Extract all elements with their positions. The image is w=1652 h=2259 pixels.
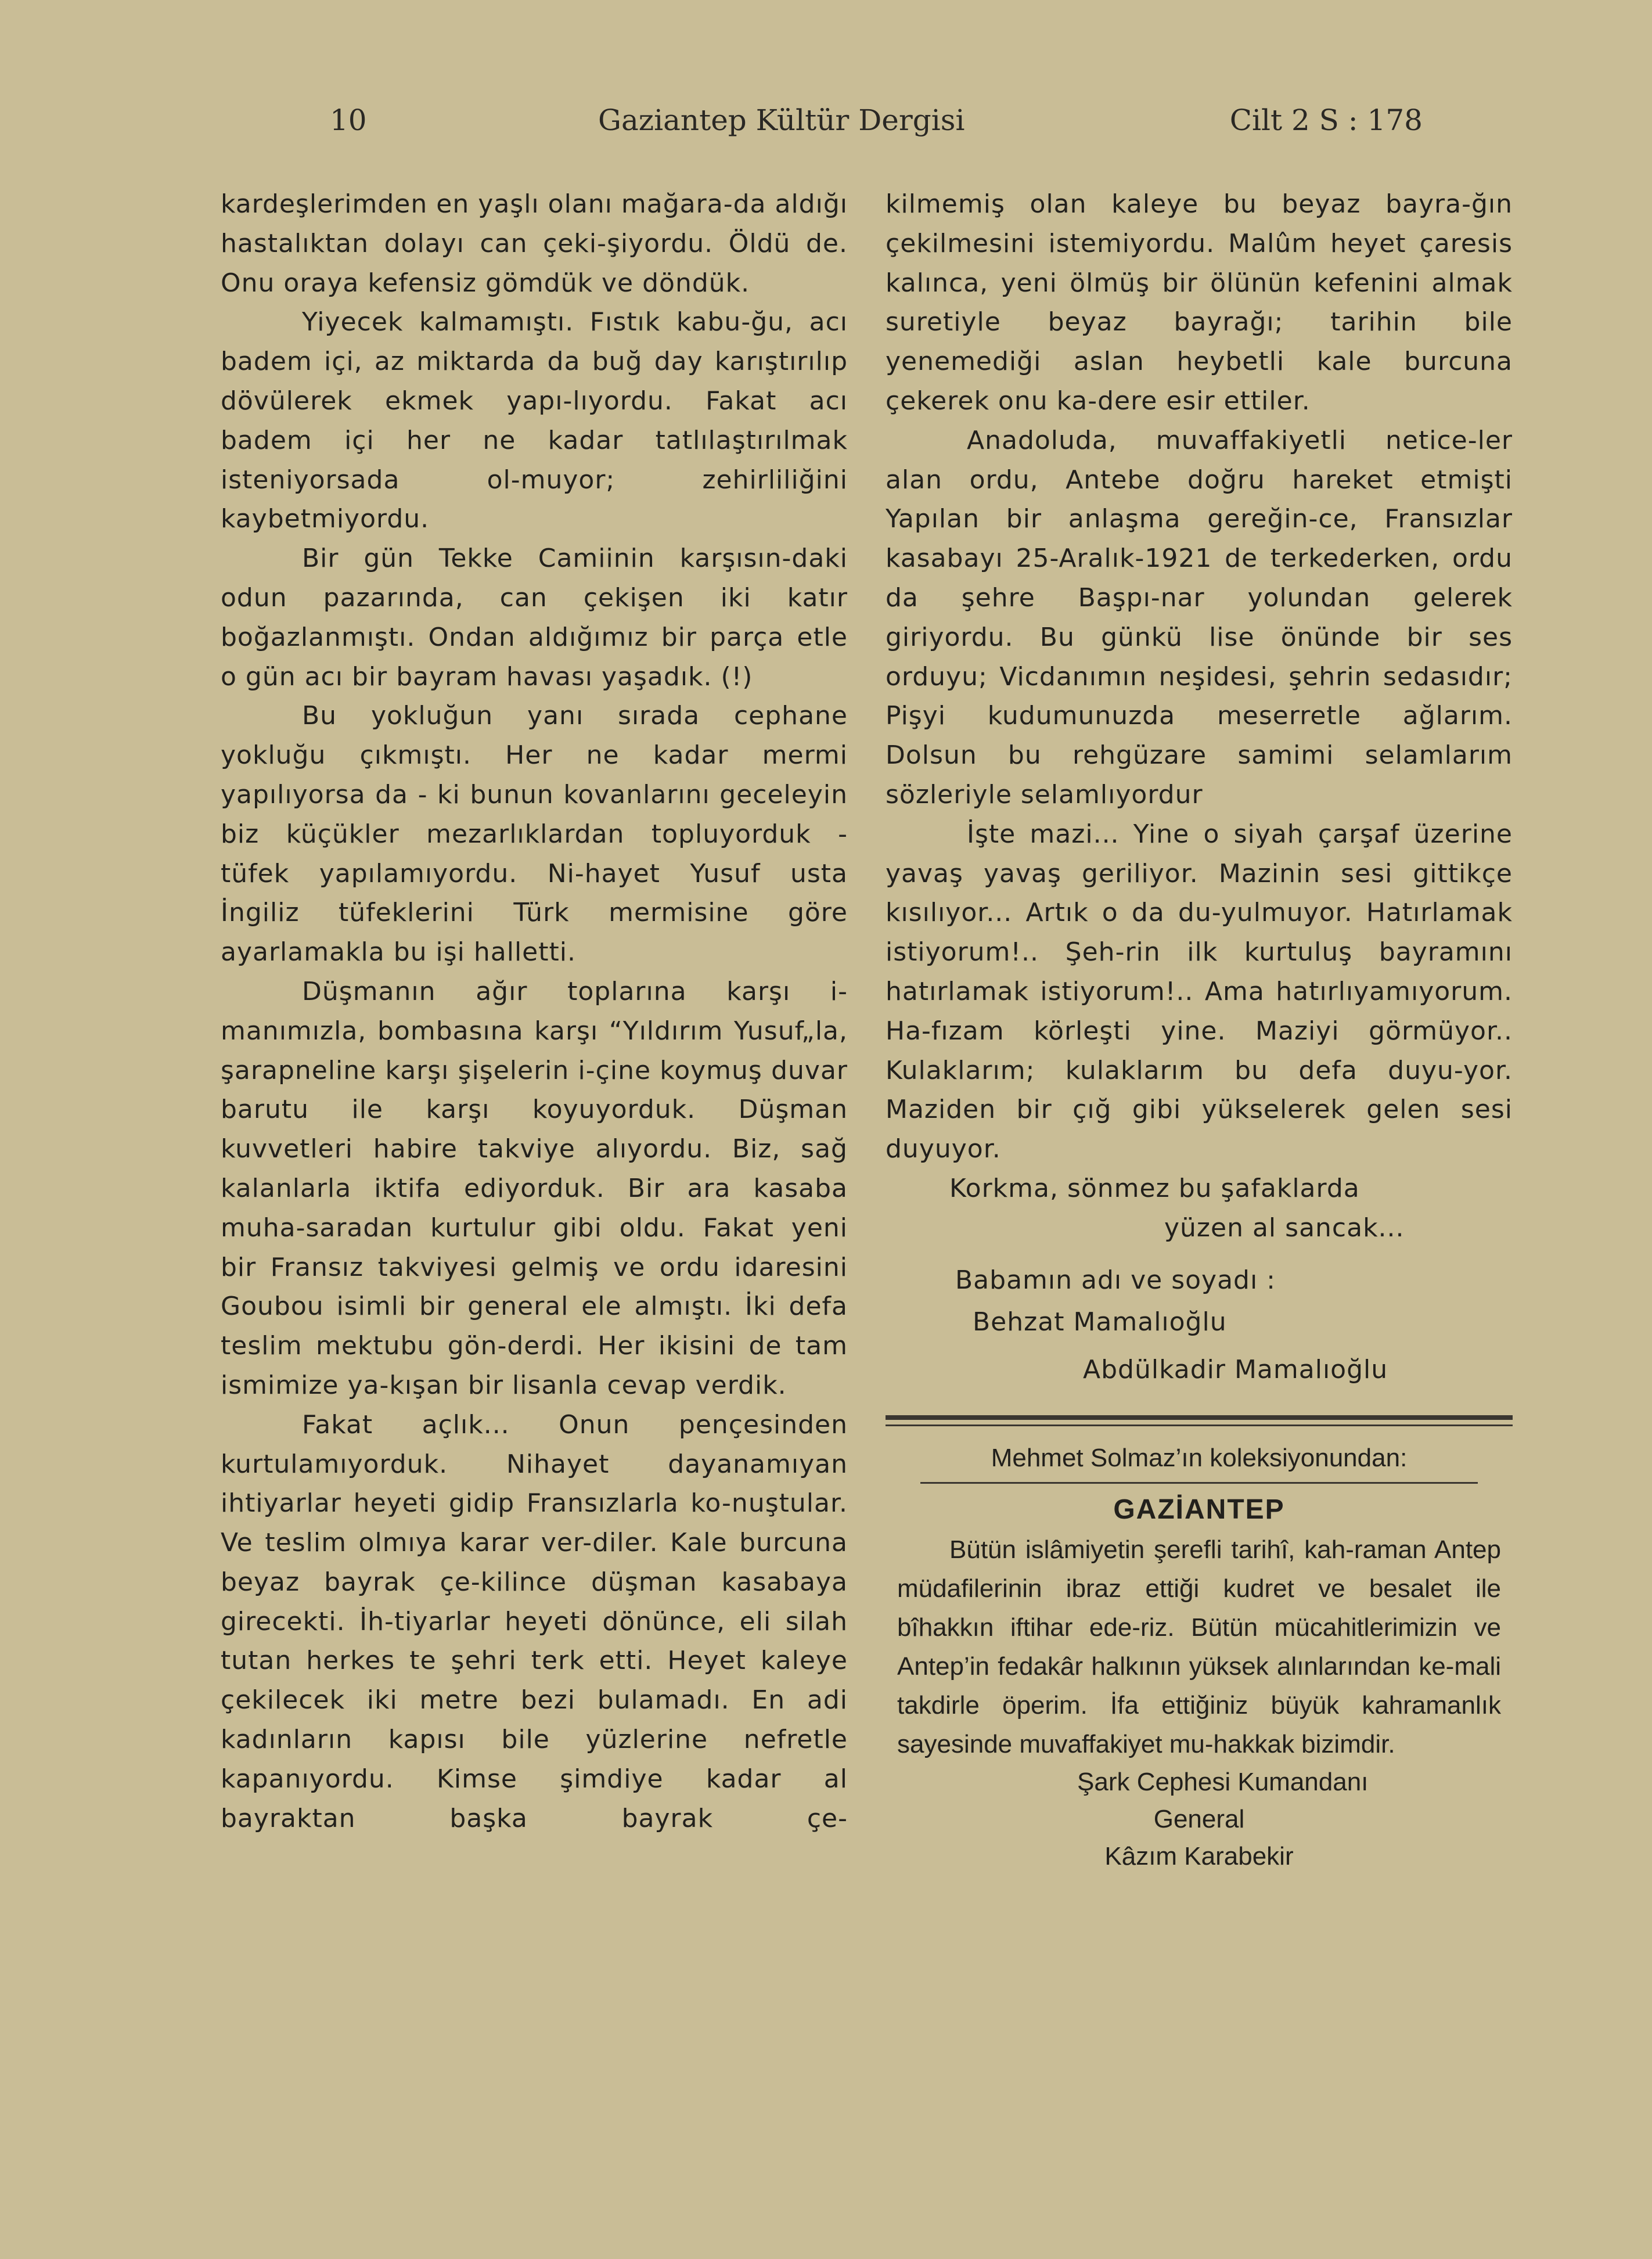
signature-father: Behzat Mamalıoğlu xyxy=(973,1307,1227,1337)
page-number: 10 xyxy=(330,103,367,137)
left-paragraph: Bu yokluğun yanı sırada cephane yokluğu çıkmıştı. Her ne kadar mermi yapılıyorsa da - ki bunun kovanlarını geceleyin biz küçükler mezarlıklardan topluyorduk - tüfek yapılamıyordu. Ni-hayet Yusuf usta İngiliz tüfeklerini Türk mermisine göre ayarlamakla bu işi halletti. xyxy=(221,701,848,967)
left-paragraph: Yiyecek kalmamıştı. Fıstık kabu-ğu, acı badem içi, az miktarda da buğ day karıştırılıp dövülerek ekmek yapı-lıyordu. Fakat acı badem içi her ne kadar tatlılaştırılmak isteniyorsada ol-muyor; zehirliliğini kaybetmiyordu. xyxy=(221,307,848,534)
section-divider-thin xyxy=(886,1425,1513,1426)
left-column xyxy=(221,185,848,1838)
right-column xyxy=(886,185,1513,1875)
page-header xyxy=(325,103,1423,150)
section-divider xyxy=(886,1415,1513,1420)
telegram-message: Bütün islâmiyetin şerefli tarihî, kah-raman Antep müdafilerinin ibraz ettiği kudret ve besalet ile bîhakkın iftihar ede-riz. Bütün mücahitlerimizin ve Antep’in fedakâr halkının yüksek alınlarından ke-mali takdirle öperim. İfa ettiğiniz büyük kahramanlık sayesinde muvaffakiyet mu-hakkak bizimdir. xyxy=(897,1535,1501,1758)
caption-underline xyxy=(920,1482,1478,1484)
right-paragraphs xyxy=(886,185,1513,1169)
telegram-signature-name: Kâzım Karabekir xyxy=(1104,1841,1294,1870)
right-paragraph: İşte mazi... Yine o siyah çarşaf üzerine yavaş yavaş geriliyor. Mazinin sesi gittikçe kısılıyor... Artık o da du-yulmuyor. Hatırlamak istiyorum!.. Şeh-rin ilk kurtuluş bayramını hatırlamak istiyorum!.. Ama hatırlıyamıyorum. Ha-fızam körleşti yine. Maziyi görmüyor.. Kulaklarım; kulaklarım bu defa duyu-yor. Maziden bir çığ gibi yükselerek gelen sesi duyuyor. xyxy=(886,819,1513,1164)
left-paragraph: Fakat açlık... Onun pençesinden kurtulamıyorduk. Nihayet dayanamıyan ihtiyarlar heyeti gidip Fransızlarla ko-nuştular. Ve teslim olmıya karar ver-diler. Kale burcuna beyaz bayrak çe-kilince düşman kasabaya girecekti. İh-tiyarlar heyeti dönünce, eli silah tutan herkes te şehri terk etti. Heyet kaleye çekilecek iki metre bezi bulamadı. En adi kadınların kapısı bile yüzlerine nefretle kapanıyordu. Kimse şimdiye kadar al bayraktan başka bayrak çe- xyxy=(221,1409,848,1833)
signature-label: Babamın adı ve soyadı : xyxy=(955,1265,1276,1295)
left-paragraph: kardeşlerimden en yaşlı olanı mağara-da aldığı hastalıktan dolayı can çeki-şiyordu. Öldü de. Onu oraya kefensiz gömdük ve döndük. xyxy=(221,189,848,298)
signature-author: Abdülkadir Mamalıoğlu xyxy=(1083,1354,1388,1384)
right-paragraph: Anadoluda, muvaffakiyetli netice-ler alan ordu, Antebe doğru hareket etmişti Yapılan bir anlaşma gereğin-ce, Fransızlar kasabayı 25-Aralık-1921 de terkederken, ordu da şehre Başpı-nar yolundan gelerek giriyordu. Bu günkü lise önünde bir ses orduyu; Vicdanımın neşidesi, şehrin sedasıdır; Pişyi kudumunuzda meserretle ağlarım. Dolsun bu rehgüzare samimi selamlarım sözleriyle selamlıyordur xyxy=(886,425,1513,810)
poem-line-1: Korkma, sönmez bu şafaklarda xyxy=(949,1173,1360,1203)
telegram-signature-rank: General xyxy=(1153,1804,1245,1833)
issue-info: Cilt 2 S : 178 xyxy=(1229,103,1423,137)
poem-line-2: yüzen al sancak... xyxy=(1164,1213,1405,1243)
journal-title: Gaziantep Kültür Dergisi xyxy=(598,103,965,137)
left-paragraph: Bir gün Tekke Camiinin karşısın-daki odun pazarında, can çekişen iki katır boğazlanmıştı. Ondan aldığımız bir parça etle o gün acı bir bayram havası yaşadık. (!) xyxy=(221,544,848,692)
telegram-signature-title: Şark Cephesi Kumandanı xyxy=(1077,1767,1369,1796)
right-paragraph: kilmemiş olan kaleye bu beyaz bayra-ğın çekilmesini istemiyordu. Malûm heyet çaresis kalınca, yeni ölmüş bir ölünün kefenini almak suretiyle beyaz bayrağı; tarihin bile yenemediği aslan heybetli kale burcuna çekerek onu ka-dere esir ettiler. xyxy=(886,189,1513,416)
collection-caption: Mehmet Solmaz’ın koleksiyonundan: xyxy=(991,1443,1408,1472)
left-paragraph: Düşmanın ağır toplarına karşı i-manımızla, bombasına karşı “Yıldırım Yusuf„la, şarapneline karşı şişelerin i-çine koymuş duvar barutu ile karşı koyuyorduk. Düşman kuvvetleri habire takviye alıyordu. Biz, sağ kalanlarla iktifa ediyorduk. Bir ara kasaba muha-saradan kurtulur gibi oldu. Fakat yeni bir Fransız takviyesi gelmiş ve ordu idaresini Goubou isimli bir general ele almıştı. İki defa teslim mektubu gön-derdi. Her ikisini de tam ismimize ya-kışan bir lisanla cevap verdik. xyxy=(221,976,848,1400)
telegram-title: GAZİANTEP xyxy=(1113,1494,1285,1525)
